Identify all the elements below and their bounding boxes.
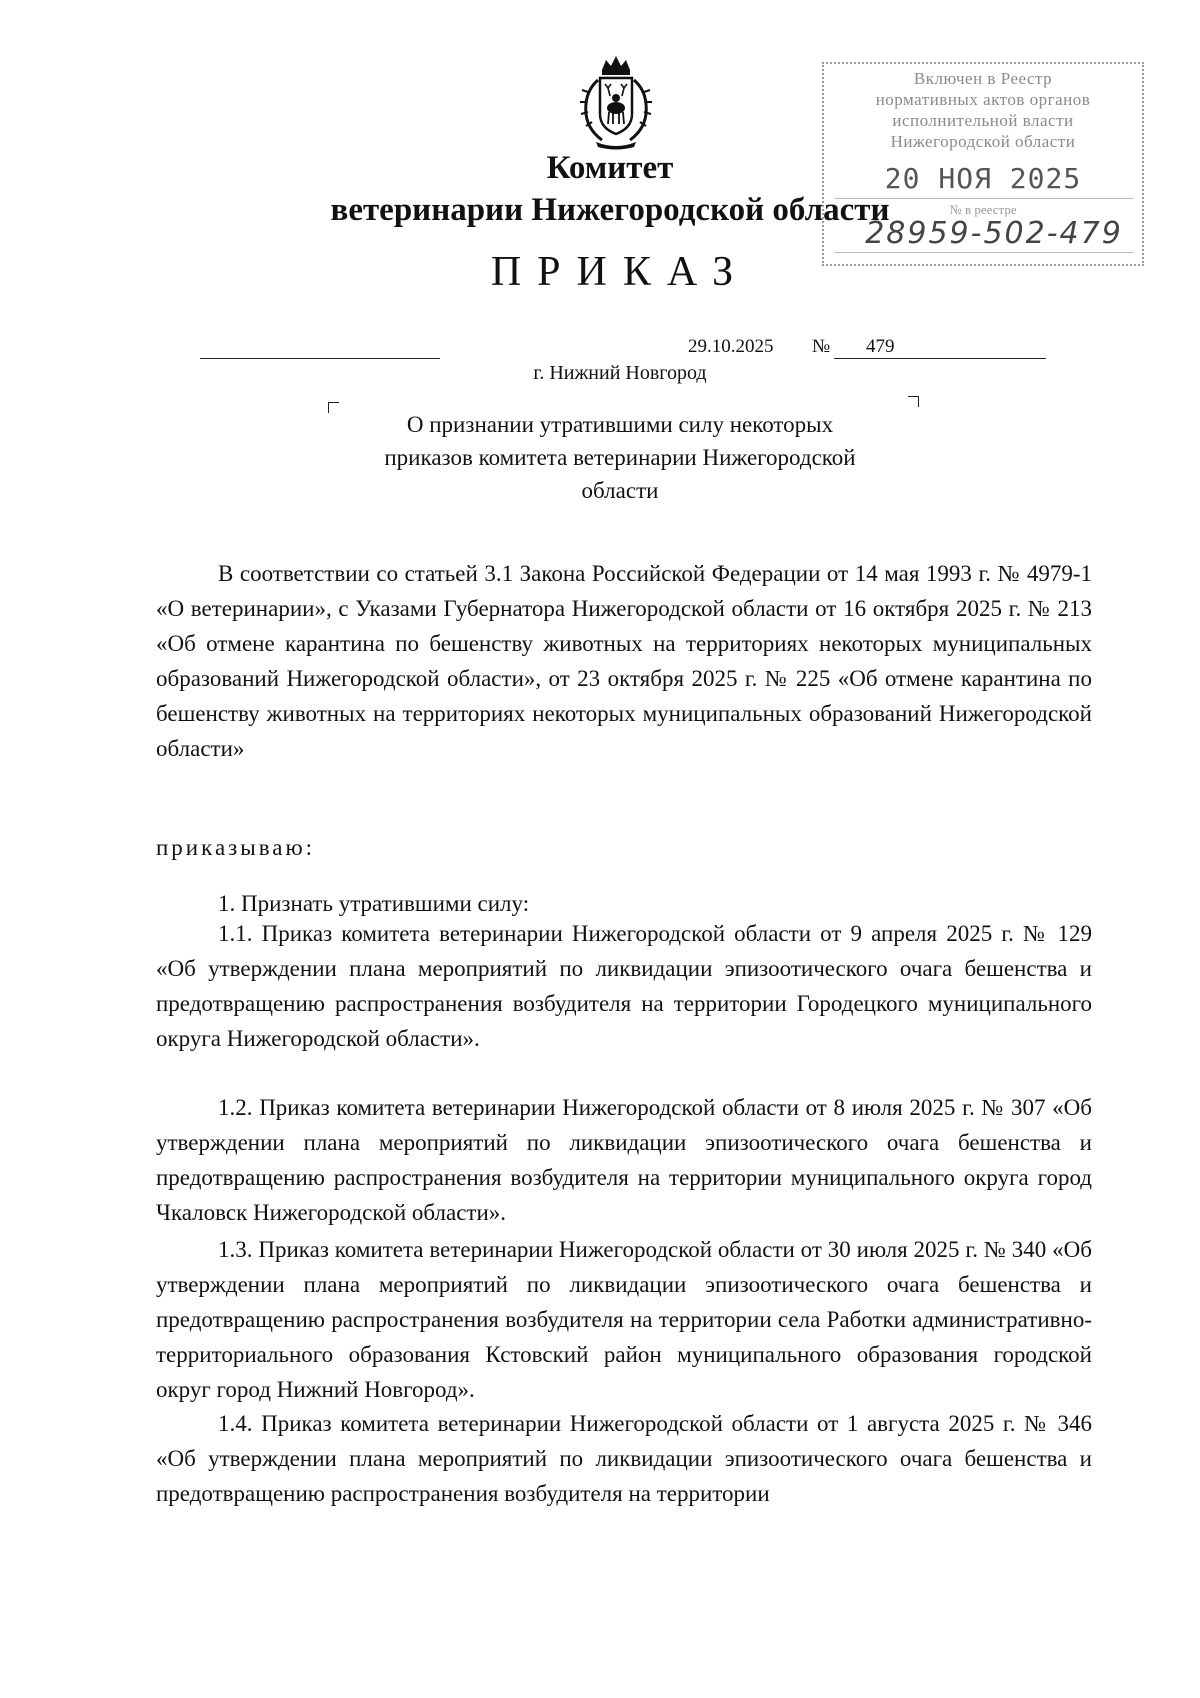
- nizhny-novgorod-coat-of-arms-icon: [572, 52, 660, 152]
- order-title-line: области: [581, 478, 659, 503]
- stamp-registry-label: № в реестре: [949, 202, 1017, 217]
- order-item-1-3: 1.3. Приказ комитета ветеринарии Нижегородской области от 30 июля 2025 г. № 340 «Об утверждении плана мероприятий по ликвидации эпизоотического очага бешенства и предотвращению распространения возбудителя на территории села Работки административно-территориального образования Кстовский район муниципального образования городской округ город Нижний Новгород».: [156, 1237, 1092, 1402]
- orders-word: приказываю:: [156, 835, 316, 860]
- stamp-date: 20 НОЯ 2025: [884, 162, 1082, 195]
- order-item-1-2: 1.2. Приказ комитета ветеринарии Нижегородской области от 8 июля 2025 г. № 307 «Об утверждении плана мероприятий по ликвидации эпизоотического очага бешенства и предотвращению распространения возбудителя на территории муниципального округа город Чкаловск Нижегородской области».: [156, 1095, 1092, 1225]
- signature-date-line: [200, 358, 440, 359]
- order-number-sign: №: [812, 336, 831, 357]
- organization-name-line2: ветеринарии Нижегородской области: [330, 192, 890, 228]
- order-date: 29.10.2025: [688, 336, 774, 357]
- city: г. Нижний Новгород: [533, 362, 707, 384]
- stamp-line: нормативных актов органов: [875, 90, 1091, 109]
- order-number: 479: [866, 336, 895, 357]
- document-type-heading: ПРИКАЗ: [490, 249, 750, 295]
- order-number-line: [834, 358, 1046, 359]
- stamp-line: Нижегородской области: [890, 132, 1076, 151]
- stamp-registry-number: 28959-502-479: [865, 216, 1123, 251]
- order-title-line: приказов комитета ветеринарии Нижегородской: [384, 445, 856, 470]
- order-item-1: 1. Признать утратившими силу:: [218, 891, 530, 916]
- order-title-line: О признании утратившими силу некоторых: [406, 412, 834, 437]
- stamp-divider: [834, 252, 1134, 253]
- organization-name-line1: Комитет: [546, 150, 674, 186]
- stamp-line: Включен в Реестр: [913, 69, 1053, 88]
- title-corner-right: [908, 396, 919, 407]
- stamp-line: исполнительной власти: [892, 111, 1074, 130]
- preamble-paragraph: В соответствии со статьей 3.1 Закона Российской Федерации от 14 мая 1993 г. № 4979-1 «О ветеринарии», с Указами Губернатора Нижегородской области от 16 октября 2025 г. № 213 «Об отмене карантина по бешенству животных на территориях некоторых муниципальных образований Нижегородской области», от 23 октября 2025 г. № 225 «Об отмене карантина по бешенству животных на территориях некоторых муниципальных образований Нижегородской области»: [156, 561, 1092, 761]
- order-item-1-4: 1.4. Приказ комитета ветеринарии Нижегородской области от 1 августа 2025 г. № 346 «Об утверждении плана мероприятий по ликвидации эпизоотического очага бешенства и предотвращению распространения возбудителя на территории: [156, 1411, 1092, 1506]
- registry-stamp: [822, 62, 1144, 266]
- order-title: [320, 408, 920, 507]
- order-item-1-1: 1.1. Приказ комитета ветеринарии Нижегородской области от 9 апреля 2025 г. № 129 «Об утверждении плана мероприятий по ликвидации эпизоотического очага бешенства и предотвращению распространения возбудителя на территории Городецкого муниципального округа Нижегородской области».: [156, 921, 1092, 1051]
- stamp-divider: [834, 198, 1134, 199]
